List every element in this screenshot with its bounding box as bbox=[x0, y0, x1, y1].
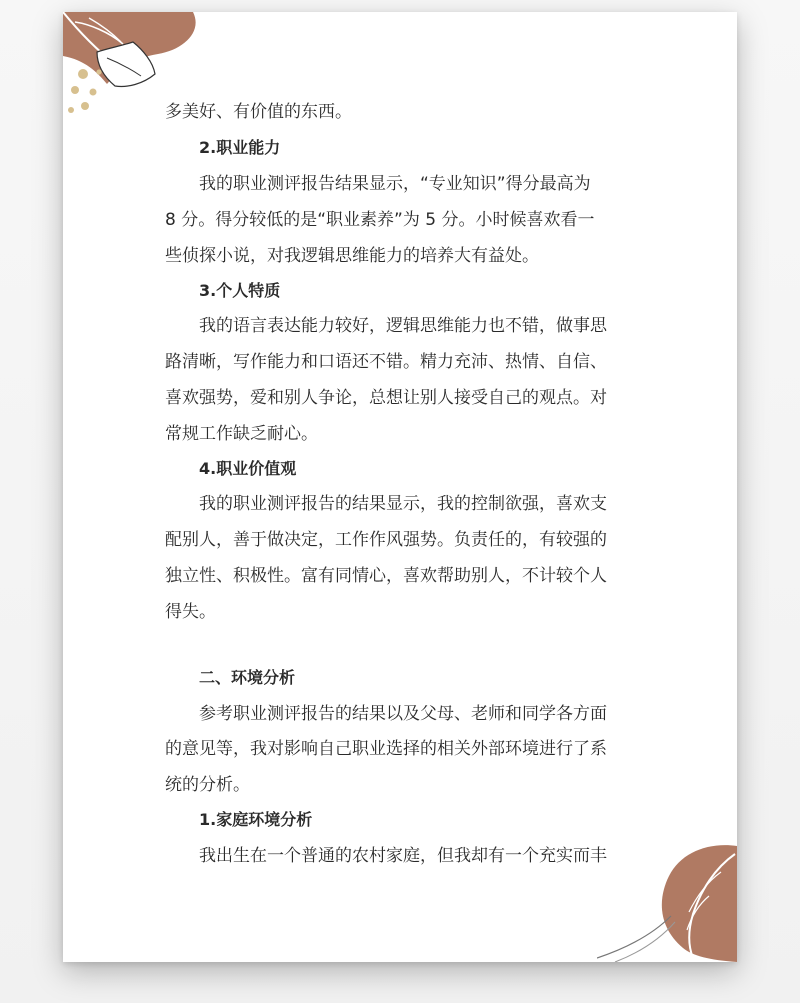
body-line: 多美好、有价值的东西。 bbox=[165, 102, 352, 122]
section-heading: 4.职业价值观 bbox=[199, 459, 297, 478]
section-heading: 2.职业能力 bbox=[199, 138, 281, 157]
body-line: 配别人，善于做决定，工作作风强势。负责任的，有较强的 bbox=[165, 530, 607, 550]
body-line: 喜欢强势，爱和别人争论，总想让别人接受自己的观点。对 bbox=[165, 388, 607, 408]
body-line: 得失。 bbox=[165, 602, 216, 622]
body-line: 我出生在一个普通的农村家庭，但我却有一个充实而丰 bbox=[199, 846, 607, 866]
body-line: 的意见等，我对影响自己职业选择的相关外部环境进行了系 bbox=[165, 739, 607, 759]
body-line: 我的职业测评报告结果显示，“专业知识”得分最高为 bbox=[199, 174, 591, 194]
body-line: 些侦探小说，对我逻辑思维能力的培养大有益处。 bbox=[165, 246, 539, 266]
document-body bbox=[63, 12, 737, 962]
body-line: 统的分析。 bbox=[165, 775, 250, 795]
body-line: 8 分。得分较低的是“职业素养”为 5 分。小时候喜欢看一 bbox=[165, 210, 595, 230]
body-line: 我的职业测评报告的结果显示，我的控制欲强，喜欢支 bbox=[199, 494, 607, 514]
body-line: 路清晰，写作能力和口语还不错。精力充沛、热情、自信、 bbox=[165, 352, 607, 372]
body-line: 独立性、积极性。富有同情心，喜欢帮助别人，不计较个人 bbox=[165, 566, 607, 586]
section-heading: 3.个人特质 bbox=[199, 281, 281, 300]
body-line: 我的语言表达能力较好，逻辑思维能力也不错，做事思 bbox=[199, 316, 607, 336]
body-line: 参考职业测评报告的结果以及父母、老师和同学各方面 bbox=[199, 704, 607, 724]
body-line: 常规工作缺乏耐心。 bbox=[165, 424, 318, 444]
section-heading: 二、环境分析 bbox=[199, 668, 296, 687]
section-heading: 1.家庭环境分析 bbox=[199, 810, 313, 829]
document-page bbox=[63, 12, 737, 962]
